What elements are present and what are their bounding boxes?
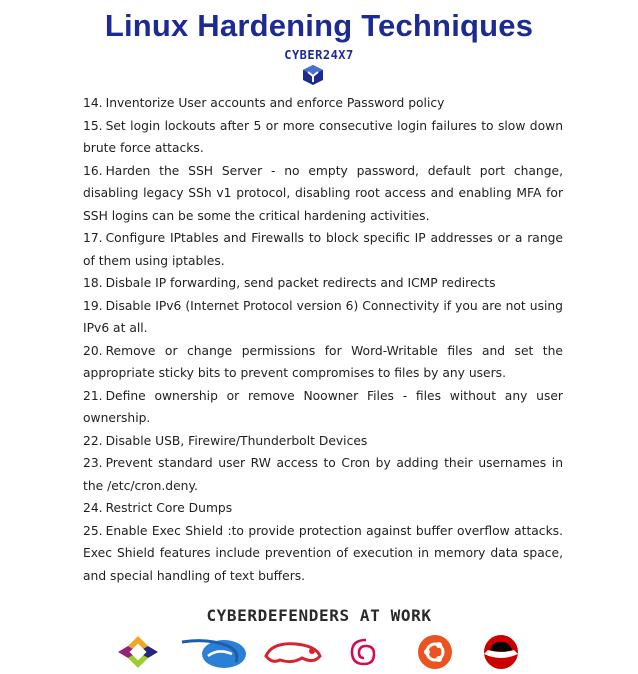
list-item: 25. Enable Exec Shield :to provide protection against buffer overflow attacks. Exec Shield features include prevention of execution in memory data space, and special handling of text buffers. xyxy=(83,523,563,583)
hardening-list xyxy=(83,92,563,587)
kali-dragon-logo-icon xyxy=(178,634,248,670)
list-item: 21. Define ownership or remove Noowner Files - files without any user ownership. xyxy=(83,388,563,425)
redhat-logo-icon xyxy=(474,634,528,670)
list-item: 24. Restrict Core Dumps xyxy=(83,501,233,515)
list-item: 19. Disable IPv6 (Internet Protocol version 6) Connectivity if you are not using IPv6 at all. xyxy=(83,298,563,335)
footer-tagline: CYBERDEFENDERS AT WORK xyxy=(206,606,432,625)
list-item: 15. Set login lockouts after 5 or more consecutive login failures to slow down brute force attacks. xyxy=(83,118,563,155)
list-item: 18. Disbale IP forwarding, send packet redirects and ICMP redirects xyxy=(83,276,496,290)
list-item: 23. Prevent standard user RW access to Cron by adding their usernames in the /etc/cron.deny. xyxy=(83,456,563,493)
distro-logos xyxy=(0,634,638,674)
list-item: 22. Disable USB, Firewire/Thunderbolt Devices xyxy=(83,433,368,448)
brand-name: CYBER24X7 xyxy=(284,48,354,62)
cube-y-logo-icon xyxy=(302,64,324,86)
opensuse-chameleon-logo-icon xyxy=(262,634,326,670)
list-item: 17. Configure IPtables and Firewalls to block specific IP addresses or a range of them using iptables. xyxy=(83,231,563,268)
list-item: 16. Harden the SSH Server - no empty password, default port change, disabling legacy SSh v1 protocol, disabling root access and enabling MFA for SSH logins can be some the critical hardening activities. xyxy=(83,163,563,223)
ubuntu-logo-icon xyxy=(412,634,458,670)
debian-swirl-logo-icon xyxy=(346,634,380,670)
page-title: Linux Hardening Techniques xyxy=(104,8,534,43)
centos-logo-icon xyxy=(116,634,160,670)
list-item: 14. Inventorize User accounts and enforce Password policy xyxy=(83,96,445,110)
list-item: 20. Remove or change permissions for Word-Writable files and set the appropriate sticky bits to prevent compromises to files by any users. xyxy=(83,343,563,380)
